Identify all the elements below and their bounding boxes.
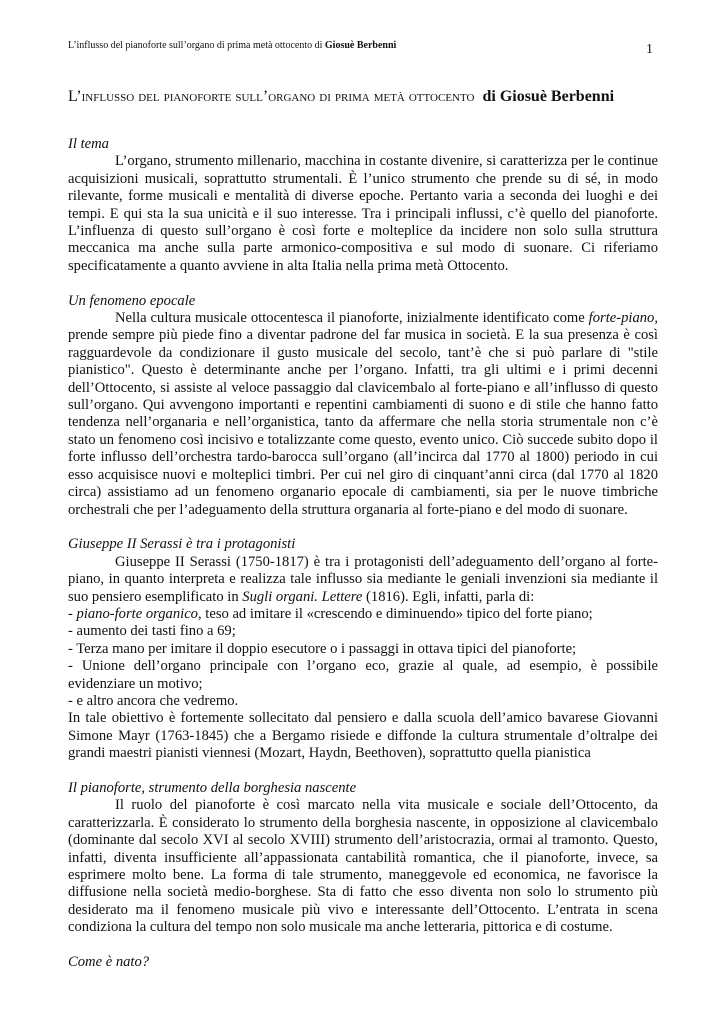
- list-item: - aumento dei tasti fino a 69;: [68, 623, 236, 640]
- section-heading: Un fenomeno epocale: [68, 292, 196, 309]
- paragraph-text: (1816). Egli, infatti, parla di:: [362, 588, 535, 605]
- paragraph: [68, 554, 658, 606]
- section-heading: Giuseppe II Serassi è tra i protagonisti: [68, 536, 296, 553]
- list-item: - e altro ancora che vedremo.: [68, 692, 239, 709]
- title-author: Giosuè Berbenni: [499, 88, 615, 105]
- section-heading: Come è nato?: [68, 954, 150, 971]
- paragraph-text: Giuseppe II Serassi (1750-1817) è tra i protagonisti dell’adeguamento dell’organo al forte-piano, in quanto interpreta e realizza tale influsso sia mediante le geniali invenzioni sia mediante il suo pensiero esemplificato in: [68, 553, 658, 605]
- paragraph-text: , prende sempre più piede fino a diventar padrone del far musica in società. E la sua presenza è così ragguardevole da condizionare il gusto musicale del secolo, tant’è che si può parlare di "stile pianistico". Questo è determinante anche per l’organo. Infatti, tra gli ultimi e i primi decenni dell’Ottocento, si assiste al veloce passaggio dal clavicembalo al forte-piano e all’influsso di questo sull’organo. Qui avvengono importanti e repentini cambiamenti di suono e di stile che hanno fatto tendenza nell’organaria e nell’organistica, tanto da affermare che nella storia strumentale non c’è stato un fenomeno così incisivo e totalizzante come questo, evento unico. Ciò succede subito dopo il forte influsso dell’orchestra tardo-barocca sull’organo (all’incirca dal 1770 al 1800) periodo in cui esso acquisisce nuovi e molteplici timbri. Per cui nel giro di cinquant’anni circa (dal 1770 al 1820 circa) assistiamo ad un fenomeno organario epocale di cambiamenti, sia per le nuove timbriche orchestrali che per l’adeguamento della struttura organaria al forte-piano e del modo di suonare.: [68, 310, 658, 518]
- page-number: 1: [646, 42, 653, 57]
- paragraph: [68, 310, 658, 519]
- section-come-e-nato: [68, 954, 658, 971]
- section-heading: Il pianoforte, strumento della borghesia nascente: [68, 779, 357, 796]
- section-il-tema: [68, 136, 658, 275]
- title-by: di: [482, 88, 496, 105]
- list-item: - Terza mano per imitare il doppio esecutore o i passaggi in ottava tipici del pianoforte;: [68, 640, 577, 657]
- italic-term: forte-piano: [588, 310, 655, 327]
- running-header-title: L’influsso del pianoforte sull’organo di prima metà ottocento di: [68, 40, 323, 51]
- paragraph: Il ruolo del pianoforte è così marcato nella vita musicale e sociale dell’Ottocento, da caratterizzarla. È considerato lo strumento della borghesia nascente, in opposizione al clavicembalo (dominante dal secolo XVI al secolo XVIII) strumento dell’aristocrazia, ormai al tramonto. Questo, infatti, diventa insufficiente all’appassionata cantabilità romantica, che il pianoforte, invece, sa esprimere molto bene. La forma di tale strumento, maneggevole ed economica, ne favorisce la diffusione nella società medio-borghese. Sta di fatto che esso diventa non solo lo strumento più desiderato ma il fenomeno musicale più vivo e interessante dell’Ottocento. L’entrata in scena condiziona la cultura del tempo non solo musicale ma anche letteraria, pittorica e di costume.: [68, 797, 658, 936]
- section-heading: Il tema: [68, 136, 109, 152]
- section-serassi: [68, 536, 658, 762]
- running-header-author: Giosuè Berbenni: [324, 40, 397, 51]
- title-main: L’influsso del pianoforte sull’organo di prima metà ottocento: [68, 88, 475, 105]
- running-header: [68, 40, 658, 52]
- italic-term: piano-forte organico: [76, 605, 198, 622]
- section-borghesia: [68, 780, 658, 937]
- section-fenomeno-epocale: [68, 293, 658, 519]
- document-body: [68, 136, 658, 989]
- paragraph-text: Nella cultura musicale ottocentesca il pianoforte, inizialmente identificato come: [115, 310, 589, 327]
- list-item: - Unione dell’organo principale con l’organo eco, grazie al quale, ad esempio, è possibile evidenziare un motivo;: [68, 658, 658, 692]
- italic-book-title: Sugli organi. Lettere: [242, 588, 363, 605]
- list-item: - piano-forte organico, teso ad imitare il «crescendo e diminuendo» tipico del forte piano;: [68, 605, 593, 622]
- document-title: [68, 88, 658, 106]
- paragraph: L’organo, strumento millenario, macchina in costante divenire, si caratterizza per le continue acquisizioni musicali, soprattutto strumentali. È l’unico strumento che prende su di sé, in modo rilevante, forme musicali e mentalità di diverse epoche. Pertanto varia a seconda dei luoghi e dei tempi. E qui sta la sua unicità e il suo interesse. Tra i principali influssi, c’è quello del pianoforte. L’influenza di questo sull’organo è così forte e molteplice da incidere non solo sulla struttura meccanica ma anche sulla parte armonico-compositiva e sul modo di suonare. Ci riferiamo specificatamente a quanto avviene in alta Italia nella prima metà Ottocento.: [68, 153, 658, 274]
- paragraph: In tale obiettivo è fortemente sollecitato dal pensiero e dalla scuola dell’amico bavarese Giovanni Simone Mayr (1763-1845) che a Bergamo risiede e diffonde la cultura strumentale d’oltralpe dei grandi maestri pianisti viennesi (Mozart, Haydn, Beethoven), soprattutto quella pianistica: [68, 710, 658, 762]
- list-item-text: , teso ad imitare il «crescendo e diminuendo» tipico del forte piano;: [197, 605, 593, 622]
